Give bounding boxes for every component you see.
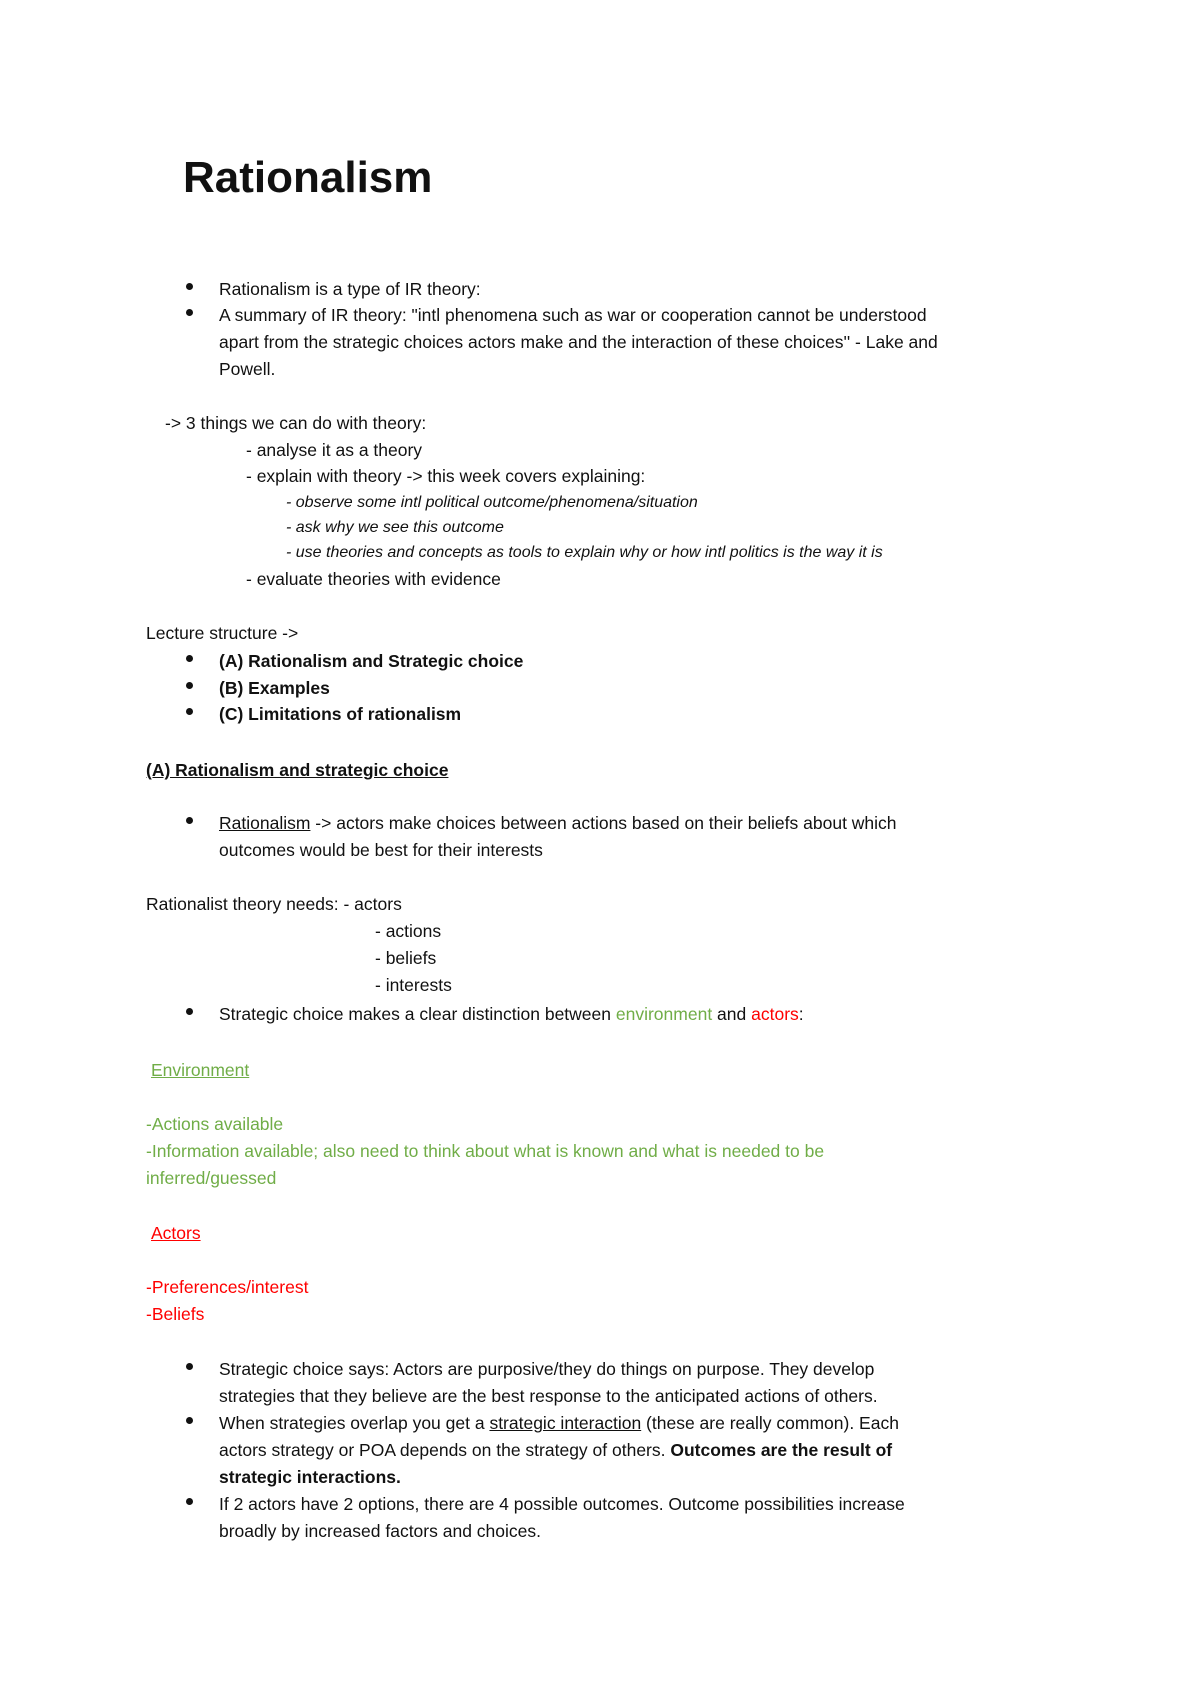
- distinction-text: Strategic choice makes a clear distinction between: [219, 1004, 616, 1024]
- bullet-text: (these are really common). Each: [641, 1413, 899, 1433]
- bullet-dot: [186, 309, 193, 316]
- needs-item: - actors: [343, 894, 402, 914]
- actors-word: actors: [751, 1004, 799, 1024]
- needs-item: - interests: [375, 975, 452, 995]
- definition-text: -> actors make choices between actions based on their beliefs about which: [310, 813, 897, 833]
- intro-bullet-2-cont: Powell.: [219, 359, 276, 379]
- explain-sub-item: - ask why we see this outcome: [286, 519, 504, 536]
- rationalism-term: Rationalism: [219, 813, 311, 833]
- lecture-structure-heading: Lecture structure ->: [146, 623, 299, 643]
- strategic-interaction-term: strategic interaction: [489, 1413, 642, 1433]
- bullet-dot: [186, 817, 193, 824]
- environment-item-cont: inferred/guessed: [146, 1168, 277, 1188]
- actors-item: -Preferences/interest: [146, 1277, 309, 1297]
- intro-bullet-2: A summary of IR theory: "intl phenomena such as war or cooperation cannot be understood: [219, 305, 927, 325]
- lecture-item: (B) Examples: [219, 678, 330, 698]
- bullet-dot: [186, 1008, 193, 1015]
- three-things-item: - evaluate theories with evidence: [246, 569, 501, 589]
- three-things-heading: -> 3 things we can do with theory:: [165, 413, 427, 433]
- section-heading: (A) Rationalism and strategic choice: [146, 760, 449, 780]
- bullet-dot: [186, 708, 193, 715]
- bullet-dot: [186, 682, 193, 689]
- distinction-colon: :: [798, 1004, 804, 1024]
- bullet-dot: [186, 655, 193, 662]
- outcomes-bullet-cont: broadly by increased factors and choices.: [219, 1521, 541, 1541]
- environment-item: -Information available; also need to think about what is known and what is needed to be: [146, 1141, 825, 1161]
- distinction-and: and: [712, 1004, 752, 1024]
- needs-label: Rationalist theory needs:: [146, 894, 344, 914]
- strategic-interaction-bullet-cont: strategic interactions.: [219, 1467, 401, 1487]
- outcomes-bullet: If 2 actors have 2 options, there are 4 possible outcomes. Outcome possibilities increase: [219, 1494, 905, 1514]
- three-things-item: - explain with theory -> this week covers explaining:: [246, 466, 646, 486]
- actors-heading: Actors: [151, 1223, 201, 1243]
- strategic-choice-bullet-cont: strategies that they believe are the best response to the anticipated actions of others.: [219, 1386, 878, 1406]
- rationalism-definition-cont: outcomes would be best for their interests: [219, 840, 543, 860]
- strategic-interaction-bullet-cont: [219, 1437, 892, 1464]
- explain-sub-item: - use theories and concepts as tools to explain why or how intl politics is the way it is: [286, 544, 883, 561]
- environment-word: environment: [615, 1004, 713, 1024]
- bullet-bold-text: Outcomes are the result of: [670, 1440, 893, 1460]
- bullet-text: When strategies overlap you get a: [219, 1413, 490, 1433]
- rationalism-definition: [219, 810, 897, 837]
- needs-line: [146, 891, 402, 918]
- three-things-item: - analyse it as a theory: [246, 440, 423, 460]
- strategic-choice-bullet: Strategic choice says: Actors are purposive/they do things on purpose. They develop: [219, 1359, 875, 1379]
- bullet-dot: [186, 1417, 193, 1424]
- environment-item: -Actions available: [146, 1114, 284, 1134]
- bullet-dot: [186, 1363, 193, 1370]
- bullet-text: actors strategy or POA depends on the strategy of others.: [219, 1440, 671, 1460]
- lecture-item: (C) Limitations of rationalism: [219, 704, 462, 724]
- needs-item: - beliefs: [375, 948, 437, 968]
- strategic-interaction-bullet: [219, 1410, 899, 1437]
- bullet-dot: [186, 283, 193, 290]
- actors-item: -Beliefs: [146, 1304, 205, 1324]
- needs-item: - actions: [375, 921, 442, 941]
- bullet-dot: [186, 1498, 193, 1505]
- intro-bullet-1: Rationalism is a type of IR theory:: [219, 279, 481, 299]
- lecture-item: (A) Rationalism and Strategic choice: [219, 651, 524, 671]
- page-title: Rationalism: [183, 153, 433, 202]
- explain-sub-item: - observe some intl political outcome/phenomena/situation: [286, 494, 698, 511]
- intro-bullet-2-cont: apart from the strategic choices actors make and the interaction of these choices'' - Lake and: [219, 332, 938, 352]
- distinction-line: [219, 1001, 804, 1028]
- environment-heading: Environment: [151, 1060, 250, 1080]
